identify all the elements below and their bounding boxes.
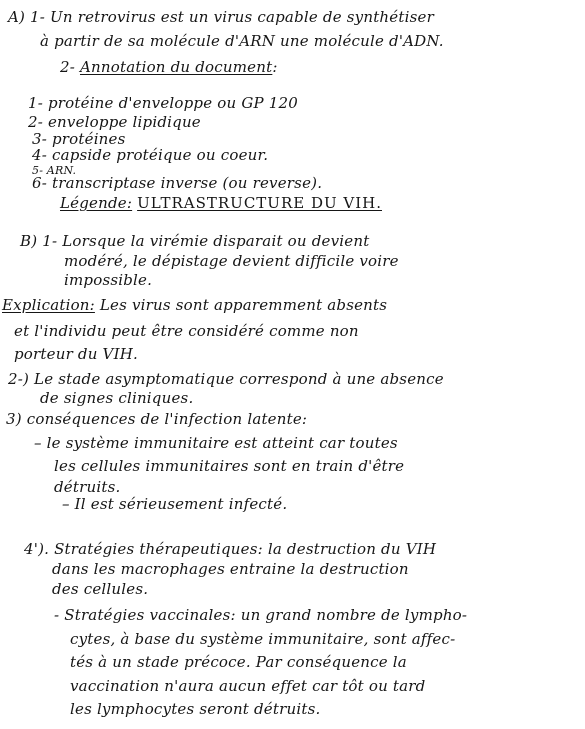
explication-text-3: porteur du VIH.	[14, 345, 138, 363]
annotation-item-2: 2- enveloppe lipidique	[28, 113, 201, 131]
vaccine-text-2: cytes, à base du système immunitaire, sont affec-	[70, 630, 456, 648]
answer-b3-text-1: – le système immunitaire est atteint car toutes	[34, 434, 398, 452]
annotation-item-3: 3- protéines	[32, 130, 126, 148]
legend-label: Légende:	[60, 194, 133, 212]
annotation-colon: :	[272, 58, 278, 76]
annotation-item-1: 1- protéine d'enveloppe ou GP 120	[28, 94, 299, 112]
annotation-item-5: 5- ARN.	[32, 164, 77, 177]
answer-b1-text-1: Lorsque la virémie disparait ou devient	[62, 232, 370, 250]
answer-b3-label: 3)	[6, 410, 22, 428]
answer-a2-heading	[60, 58, 278, 76]
answer-a2-label: 2-	[60, 58, 76, 76]
answer-b1-line-1	[20, 232, 369, 250]
answer-b1-label: B) 1-	[20, 232, 58, 250]
answer-b3-heading	[6, 410, 307, 428]
answer-b3-text-2: les cellules immunitaires sont en train d'être	[54, 457, 405, 475]
vaccine-text-3: tés à un stade précoce. Par conséquence la	[70, 653, 407, 671]
answer-b2-label: 2-)	[8, 370, 30, 388]
answer-b2-text-1: Le stade asymptomatique correspond à une absence	[34, 370, 444, 388]
annotation-title: Annotation du document	[79, 58, 273, 76]
annotation-item-4: 4- capside protéique ou coeur.	[32, 146, 269, 164]
explication-line-1	[2, 296, 387, 314]
answer-b4-label: 4').	[24, 540, 50, 558]
answer-b4-line-1	[24, 540, 436, 558]
explication-text-2: et l'individu peut être considéré comme non	[14, 322, 359, 340]
answer-b4-text-2: dans les macrophages entraine la destruction	[52, 560, 409, 578]
answer-b2-line-1	[8, 370, 444, 388]
answer-a1-line-1	[8, 8, 434, 26]
answer-b3-text-4: – Il est sérieusement infecté.	[62, 495, 288, 513]
answer-b4-text-1: Stratégies thérapeutiques: la destruction du VIH	[54, 540, 437, 558]
answer-b4-text-3: des cellules.	[52, 580, 149, 598]
explication-label: Explication:	[2, 296, 95, 314]
vaccine-text-1: - Stratégies vaccinales: un grand nombre de lympho-	[54, 606, 468, 624]
explication-text-1: Les virus sont apparemment absents	[99, 296, 388, 314]
answer-b2-text-2: de signes cliniques.	[40, 389, 194, 407]
answer-a1-label: A) 1-	[8, 8, 46, 26]
legend-value: ULTRASTRUCTURE DU VIH.	[137, 194, 382, 212]
vaccine-text-4: vaccination n'aura aucun effet car tôt ou tard	[70, 677, 426, 695]
answer-b1-text-2: modéré, le dépistage devient difficile voire	[64, 252, 399, 270]
answer-b1-text-3: impossible.	[64, 271, 153, 289]
answer-a1-text-2: à partir de sa molécule d'ARN une molécule d'ADN.	[40, 32, 444, 50]
answer-b3-text-3: détruits.	[54, 478, 121, 496]
legend-line	[60, 194, 382, 212]
answer-b3-title: conséquences de l'infection latente:	[26, 410, 308, 428]
annotation-item-6: 6- transcriptase inverse (ou reverse).	[32, 174, 323, 192]
answer-a1-text-1: Un retrovirus est un virus capable de synthétiser	[50, 8, 434, 26]
vaccine-text-5: les lymphocytes seront détruits.	[70, 700, 321, 718]
